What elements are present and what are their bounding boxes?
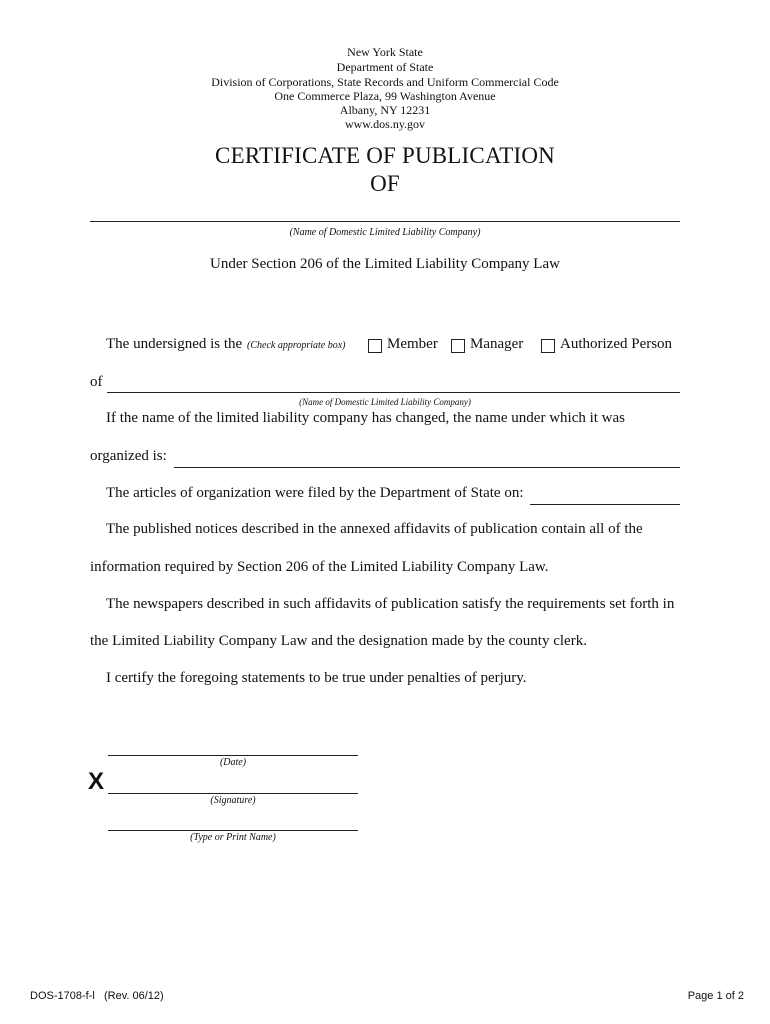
company-name-field[interactable] <box>90 203 680 222</box>
certify-statement: I certify the foregoing statements to be true under penalties of perjury. <box>106 670 527 686</box>
notices-text-line2: information required by Section 206 of the Limited Liability Company Law. <box>90 559 549 575</box>
manager-option-label: Manager <box>470 336 524 352</box>
undersigned-label: The undersigned is the <box>106 336 243 352</box>
page-number-footer: Page 1 of 2 <box>687 990 744 1002</box>
of-company-name-caption: (Name of Domestic Limited Liability Company) <box>299 397 471 407</box>
under-section-text: Under Section 206 of the Limited Liability Company Law <box>210 256 560 272</box>
member-option-label: Member <box>387 336 438 352</box>
header-agency: New York State <box>347 45 423 59</box>
date-caption: (Date) <box>219 757 247 768</box>
authorized-person-checkbox[interactable] <box>541 339 555 353</box>
of-company-name-field[interactable] <box>107 374 680 393</box>
manager-checkbox[interactable] <box>451 339 465 353</box>
filing-date-field[interactable] <box>530 486 680 505</box>
notices-text-line1: The published notices described in the annexed affidavits of publication contain all of the <box>106 521 643 537</box>
form-id-footer: DOS-1708-f-l (Rev. 06/12) <box>30 990 164 1002</box>
authorized-person-option-label: Authorized Person <box>560 336 673 352</box>
printed-name-caption: (Type or Print Name) <box>190 832 276 843</box>
header-department: Department of State <box>336 60 434 74</box>
newspapers-text-line2: the Limited Liability Company Law and the designation made by the county clerk. <box>90 633 587 649</box>
name-changed-text: If the name of the limited liability company has changed, the name under which it was <box>106 410 626 426</box>
check-box-hint: (Check appropriate box) <box>247 340 346 351</box>
organized-is-label: organized is: <box>90 448 167 464</box>
printed-name-field[interactable] <box>108 812 358 831</box>
company-name-caption: (Name of Domestic Limited Liability Company) <box>289 227 481 238</box>
signature-caption: (Signature) <box>210 795 256 806</box>
header-address: One Commerce Plaza, 99 Washington Avenue <box>274 89 496 103</box>
signature-field[interactable] <box>108 775 358 794</box>
date-field[interactable] <box>108 737 358 756</box>
document-title: CERTIFICATE OF PUBLICATION <box>215 143 555 168</box>
header-website: www.dos.ny.gov <box>344 117 426 131</box>
original-name-field[interactable] <box>174 449 680 468</box>
newspapers-text-line1: The newspapers described in such affidavits of publication satisfy the requirements set forth in <box>106 596 675 612</box>
document-title-of: OF <box>370 171 400 196</box>
member-checkbox[interactable] <box>368 339 382 353</box>
articles-filed-text: The articles of organization were filed by the Department of State on: <box>106 485 524 501</box>
signature-x-mark: X <box>88 768 105 795</box>
of-label: of <box>90 374 103 390</box>
header-division: Division of Corporations, State Records and Uniform Commercial Code <box>211 75 559 89</box>
header-city: Albany, NY 12231 <box>339 103 431 117</box>
